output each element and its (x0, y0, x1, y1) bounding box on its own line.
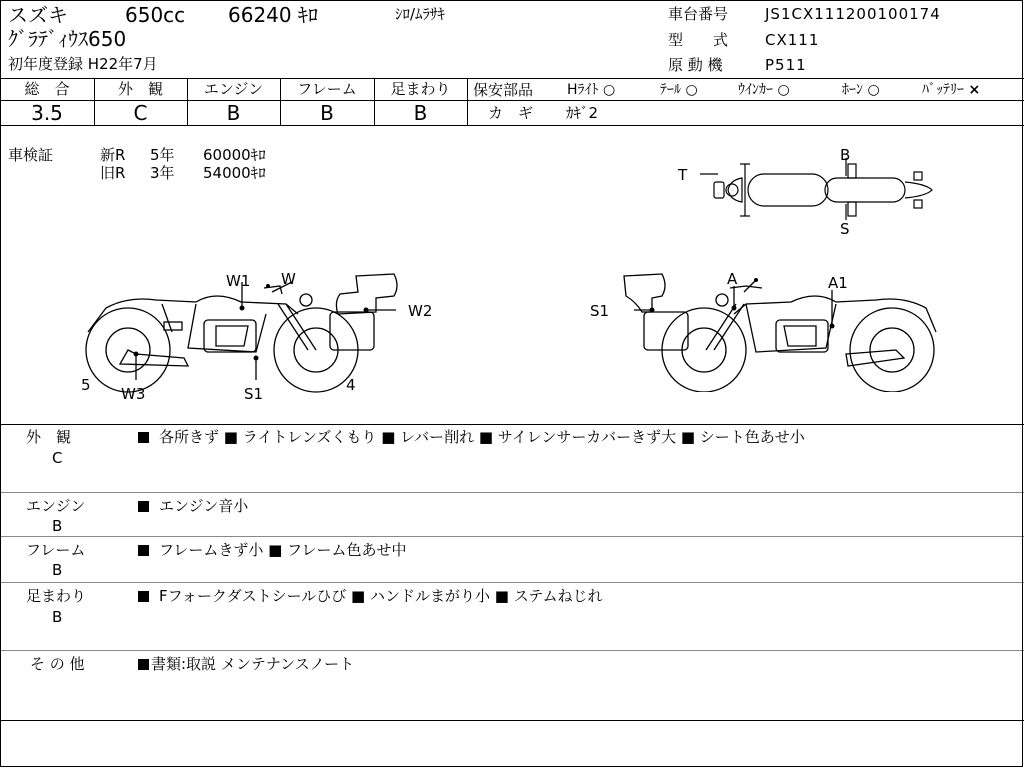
color: ｼﾛ/ﾑﾗｻｷ (395, 5, 446, 23)
comment-text-engine: エンジン音小 (138, 497, 248, 515)
divider (467, 78, 468, 125)
inspection-km: 60000ｷﾛ (203, 146, 266, 164)
comment-text-frame: フレームきず小 ■ フレーム色あせ中 (138, 541, 407, 559)
score-engine: B (226, 101, 241, 125)
safety-item-headlight (567, 81, 615, 99)
comment-text-exterior: 各所きず ■ ライトレンズくもり ■ レバー削れ ■ サイレンサーカバーきず大 ■ シート色あせ小 (138, 428, 805, 446)
score-suspension: B (413, 101, 428, 125)
safety-item-tail (660, 81, 698, 99)
diagram-label: S1 (244, 385, 264, 403)
divider (0, 650, 1024, 651)
diagram-label: S (840, 220, 850, 238)
score-header-suspension: 足まわり (390, 80, 451, 98)
comment-text-suspension: Fフォークダストシールひび ■ ハンドルまがり小 ■ ステムねじれ (138, 587, 603, 605)
divider (0, 582, 1024, 583)
bullet-icon (138, 591, 149, 602)
safety-item-name: ﾊﾞｯﾃﾘｰ (922, 82, 964, 98)
ok-mark-icon: ○ (602, 82, 616, 98)
key-label: カ ギ (488, 104, 534, 122)
engine-value: P511 (765, 56, 807, 74)
comment-grade-frame: B (52, 561, 63, 579)
score-total: 3.5 (31, 101, 63, 125)
type-label: 型 式 (668, 31, 729, 49)
safety-item-name: Hﾗｲﾄ (567, 82, 599, 98)
score-exterior: C (133, 101, 148, 125)
frame-no-label: 車台番号 (668, 5, 729, 23)
score-header-frame: フレーム (297, 80, 357, 98)
comment-label-other: そ の 他 (30, 655, 85, 673)
inspection-kind: 旧R (100, 164, 126, 182)
motorcycle-top-view (670, 140, 950, 240)
engine-label: 原 動 機 (668, 56, 723, 74)
comment-label-suspension: 足まわり (26, 587, 87, 605)
score-header-engine: エンジン (203, 80, 264, 98)
safety-item-horn (842, 81, 880, 99)
diagram-label: T (678, 166, 688, 184)
diagram-label: 5 (81, 376, 91, 394)
ng-mark-icon: × (968, 82, 981, 98)
bullet-icon (138, 501, 149, 512)
bullet-icon (138, 432, 149, 443)
frame-no: JS1CX111200100174 (765, 5, 941, 23)
comment-text-other: 書類:取説 メンテナンスノート (138, 655, 354, 673)
diagram-label: W (281, 270, 296, 288)
safety-item-name: ﾃｰﾙ (660, 82, 681, 98)
comment-label-exterior: 外 観 (26, 428, 72, 446)
ok-mark-icon: ○ (867, 82, 880, 98)
comment-label-engine: エンジン (26, 497, 86, 515)
safety-item-name: ｳｲﾝｶｰ (738, 82, 773, 98)
inspection-km: 54000ｷﾛ (203, 164, 266, 182)
diagram-label: B (840, 146, 851, 164)
key-value: ｶｷﾞ2 (566, 104, 599, 122)
safety-label: 保安部品 (473, 81, 534, 99)
motorcycle-right-side-view (586, 262, 946, 392)
first-registration: 初年度登録 H22年7月 (8, 55, 158, 73)
score-header-total: 総 合 (24, 80, 70, 98)
divider (0, 125, 1024, 126)
divider (0, 424, 1024, 425)
divider (0, 78, 1024, 79)
motorcycle-left-side-view (76, 262, 446, 412)
ok-mark-icon: ○ (777, 82, 790, 98)
divider (0, 492, 1024, 493)
safety-item-name: ﾎｰﾝ (842, 82, 863, 98)
inspection-years: 3年 (150, 164, 175, 182)
divider (0, 536, 1024, 537)
diagram-label: W3 (121, 385, 146, 403)
inspection-kind: 新R (100, 146, 126, 164)
safety-item-winker (738, 81, 790, 99)
diagram-label: W1 (226, 272, 251, 290)
comment-label-frame: フレーム (26, 541, 86, 559)
diagram-label: 4 (346, 376, 356, 394)
type-value: CX111 (765, 31, 820, 49)
bullet-icon (138, 545, 149, 556)
ok-mark-icon: ○ (685, 82, 698, 98)
diagram-label: A1 (828, 274, 848, 292)
mileage: 66240 ｷﾛ (228, 3, 318, 27)
score-frame: B (320, 101, 334, 125)
model-name: ｸﾞﾗﾃﾞｨｳｽ650 (8, 27, 127, 51)
displacement: 650cc (125, 3, 186, 27)
comment-grade-suspension: B (52, 608, 63, 626)
diagram-label: A (727, 270, 738, 288)
diagram-label: W2 (408, 302, 433, 320)
bullet-icon (138, 659, 149, 670)
safety-item-battery (922, 81, 980, 99)
comment-grade-exterior: C (52, 449, 63, 467)
divider (0, 720, 1024, 721)
comment-grade-engine: B (52, 517, 63, 535)
score-header-exterior: 外 観 (117, 80, 163, 98)
maker: スズキ (8, 3, 68, 27)
inspection-years: 5年 (150, 146, 175, 164)
inspection-label: 車検証 (8, 146, 54, 164)
diagram-label: S1 (590, 302, 610, 320)
